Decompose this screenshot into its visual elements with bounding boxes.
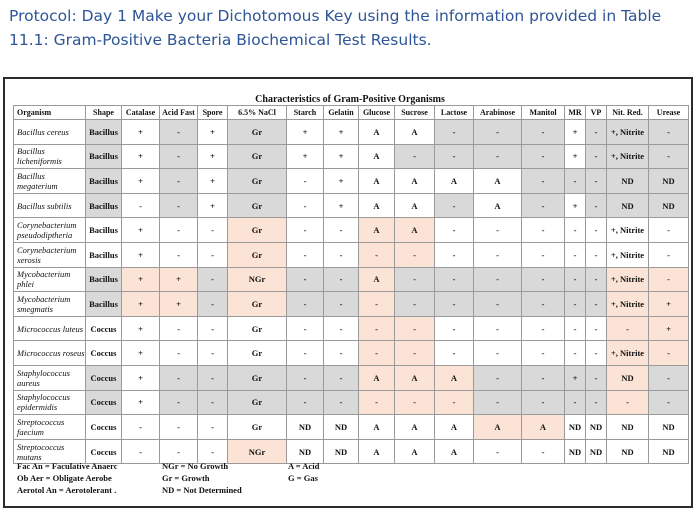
table-cell: - bbox=[287, 193, 324, 218]
table-cell: ND bbox=[649, 439, 689, 464]
header-row bbox=[14, 106, 689, 120]
table-cell: - bbox=[160, 144, 198, 169]
table-cell: - bbox=[287, 365, 324, 390]
col-header-acid-fast: Acid Fast bbox=[160, 106, 198, 120]
table-cell: - bbox=[198, 341, 228, 366]
table-cell: - bbox=[522, 341, 565, 366]
organism-name: Micrococcus luteus bbox=[14, 316, 86, 341]
table-cell: A bbox=[359, 415, 395, 440]
table-cell: - bbox=[474, 390, 522, 415]
table-cell: - bbox=[122, 193, 160, 218]
table-cell: + bbox=[160, 292, 198, 317]
table-cell: Gr bbox=[228, 193, 287, 218]
legend-aerotol-an: Aerotol An = Aerotolerant . bbox=[17, 485, 117, 495]
table-cell: - bbox=[395, 144, 435, 169]
table-cell: A bbox=[395, 218, 435, 243]
table-cell: - bbox=[160, 169, 198, 194]
table-cell: - bbox=[324, 242, 359, 267]
table-cell: - bbox=[586, 365, 607, 390]
table-cell: - bbox=[565, 218, 586, 243]
col-header-urease: Urease bbox=[649, 106, 689, 120]
col-header-sucrose: Sucrose bbox=[395, 106, 435, 120]
table-cell: A bbox=[359, 365, 395, 390]
table-cell: ND bbox=[287, 415, 324, 440]
table-cell: - bbox=[324, 390, 359, 415]
table-cell: - bbox=[359, 316, 395, 341]
table-cell: Gr bbox=[228, 120, 287, 145]
table-cell: - bbox=[474, 242, 522, 267]
table-cell: - bbox=[586, 292, 607, 317]
table-cell: - bbox=[287, 316, 324, 341]
organism-name: Bacillus licheniformis bbox=[14, 144, 86, 169]
col-header-organism: Organism bbox=[14, 106, 86, 120]
table-cell: - bbox=[160, 439, 198, 464]
table-cell: - bbox=[522, 439, 565, 464]
table-cell: + bbox=[122, 292, 160, 317]
organism-name: Streptococcus faecium bbox=[14, 415, 86, 440]
table-cell: - bbox=[395, 341, 435, 366]
legend-atmosphere bbox=[17, 460, 118, 496]
table-cell: - bbox=[287, 390, 324, 415]
table-cell: - bbox=[435, 316, 474, 341]
table-row bbox=[14, 341, 689, 366]
table-cell: - bbox=[586, 242, 607, 267]
table-cell: - bbox=[324, 218, 359, 243]
table-cell: Bacillus bbox=[86, 120, 122, 145]
table-cell: - bbox=[649, 242, 689, 267]
table-cell: NGr bbox=[228, 439, 287, 464]
organism-name: Staphylococcus epidermidis bbox=[14, 390, 86, 415]
col-header-lactose: Lactose bbox=[435, 106, 474, 120]
table-cell: - bbox=[395, 292, 435, 317]
table-cell: + bbox=[122, 316, 160, 341]
table-cell: + bbox=[122, 120, 160, 145]
table-cell: A bbox=[359, 267, 395, 292]
table-cell: Gr bbox=[228, 415, 287, 440]
table-cell: - bbox=[474, 316, 522, 341]
table-cell: - bbox=[435, 144, 474, 169]
table-cell: - bbox=[649, 390, 689, 415]
table-cell: + bbox=[324, 144, 359, 169]
table-cell: + bbox=[565, 120, 586, 145]
table-cell: - bbox=[522, 267, 565, 292]
col-header-gelatin: Gelatin bbox=[324, 106, 359, 120]
table-cell: + bbox=[198, 120, 228, 145]
table-cell: - bbox=[324, 365, 359, 390]
table-cell: - bbox=[122, 415, 160, 440]
table-cell: ND bbox=[607, 415, 649, 440]
table-cell: A bbox=[395, 169, 435, 194]
col-header-mr: MR bbox=[565, 106, 586, 120]
table-cell: ND bbox=[324, 439, 359, 464]
table-cell: A bbox=[395, 193, 435, 218]
table-cell: - bbox=[435, 267, 474, 292]
table-cell: - bbox=[160, 341, 198, 366]
organism-name: Streptococcus mutans bbox=[14, 439, 86, 464]
legend-ngr: NGr = No Growth bbox=[162, 461, 229, 471]
table-cell: - bbox=[586, 193, 607, 218]
table-cell: A bbox=[395, 439, 435, 464]
table-cell: ND bbox=[649, 193, 689, 218]
table-cell: - bbox=[522, 169, 565, 194]
table-cell: - bbox=[435, 242, 474, 267]
table-cell: - bbox=[395, 390, 435, 415]
table-cell: - bbox=[522, 144, 565, 169]
table-cell: + bbox=[122, 144, 160, 169]
table-cell: - bbox=[287, 242, 324, 267]
table-cell: + bbox=[324, 169, 359, 194]
table-cell: Coccus bbox=[86, 415, 122, 440]
table-cell: - bbox=[324, 341, 359, 366]
table-cell: - bbox=[565, 267, 586, 292]
table-cell: + bbox=[122, 341, 160, 366]
table-cell: A bbox=[435, 365, 474, 390]
table-cell: +, Nitrite bbox=[607, 341, 649, 366]
table-cell: A bbox=[359, 144, 395, 169]
table-cell: ND bbox=[649, 169, 689, 194]
table-cell: +, Nitrite bbox=[607, 218, 649, 243]
table-cell: - bbox=[586, 120, 607, 145]
col-header-starch: Starch bbox=[287, 106, 324, 120]
table-row bbox=[14, 390, 689, 415]
table-cell: Bacillus bbox=[86, 218, 122, 243]
table-cell: - bbox=[160, 120, 198, 145]
table-cell: + bbox=[122, 218, 160, 243]
legend-gas: G = Gas bbox=[288, 473, 318, 483]
table-cell: - bbox=[287, 292, 324, 317]
table-cell: + bbox=[324, 120, 359, 145]
table-cell: - bbox=[435, 390, 474, 415]
table-cell: - bbox=[160, 218, 198, 243]
protocol-heading: Protocol: Day 1 Make your Dichotomous Key using the information provided in Table 11.1: Gram-Positive Bacteria Biochemical Test Results. bbox=[9, 7, 662, 49]
table-cell: - bbox=[324, 267, 359, 292]
table-cell: + bbox=[287, 120, 324, 145]
table-cell: ND bbox=[649, 415, 689, 440]
table-row bbox=[14, 144, 689, 169]
table-cell: Gr bbox=[228, 292, 287, 317]
table-cell: - bbox=[198, 218, 228, 243]
table-cell: - bbox=[198, 390, 228, 415]
table-cell: ND bbox=[324, 415, 359, 440]
table-cell: - bbox=[522, 218, 565, 243]
table-cell: A bbox=[435, 439, 474, 464]
table-cell: Gr bbox=[228, 242, 287, 267]
organism-name: Mycobacterium phlei bbox=[14, 267, 86, 292]
table-cell: +, Nitrite bbox=[607, 144, 649, 169]
table-cell: - bbox=[522, 390, 565, 415]
table-cell: A bbox=[435, 169, 474, 194]
table-cell: - bbox=[395, 242, 435, 267]
table-cell: - bbox=[649, 144, 689, 169]
organism-name: Mycobacterium smegmatis bbox=[14, 292, 86, 317]
table-cell: - bbox=[586, 316, 607, 341]
table-cell: - bbox=[395, 267, 435, 292]
table-cell: ND bbox=[565, 439, 586, 464]
table-cell: - bbox=[474, 365, 522, 390]
table-cell: - bbox=[522, 316, 565, 341]
table-cell: - bbox=[198, 292, 228, 317]
table-cell: Coccus bbox=[86, 390, 122, 415]
table-cell: - bbox=[435, 292, 474, 317]
table-caption: Characteristics of Gram-Positive Organisms bbox=[255, 94, 445, 105]
table-cell: - bbox=[522, 193, 565, 218]
table-cell: + bbox=[122, 242, 160, 267]
table-cell: - bbox=[160, 193, 198, 218]
table-cell: - bbox=[522, 242, 565, 267]
col-header-nit-red: Nit. Red. bbox=[607, 106, 649, 120]
table-cell: A bbox=[359, 120, 395, 145]
table-cell: ND bbox=[287, 439, 324, 464]
table-cell: Bacillus bbox=[86, 144, 122, 169]
col-header-catalase: Catalase bbox=[122, 106, 160, 120]
table-cell: - bbox=[435, 120, 474, 145]
table-cell: A bbox=[522, 415, 565, 440]
table-cell: A bbox=[359, 439, 395, 464]
table-cell: + bbox=[198, 144, 228, 169]
table-cell: - bbox=[565, 390, 586, 415]
table-cell: - bbox=[359, 242, 395, 267]
table-cell: A bbox=[474, 193, 522, 218]
table-cell: - bbox=[565, 169, 586, 194]
table-cell: + bbox=[160, 267, 198, 292]
table-cell: - bbox=[607, 390, 649, 415]
table-cell: - bbox=[649, 267, 689, 292]
table-cell: - bbox=[198, 415, 228, 440]
table-cell: - bbox=[586, 218, 607, 243]
table-row bbox=[14, 267, 689, 292]
table-cell: - bbox=[649, 218, 689, 243]
table-cell: - bbox=[474, 292, 522, 317]
table-cell: A bbox=[435, 415, 474, 440]
table-cell: Coccus bbox=[86, 316, 122, 341]
table-row bbox=[14, 242, 689, 267]
table-cell: - bbox=[586, 144, 607, 169]
table-cell: - bbox=[474, 439, 522, 464]
col-header-arabinose: Arabinose bbox=[474, 106, 522, 120]
table-cell: - bbox=[160, 415, 198, 440]
table-cell: + bbox=[122, 365, 160, 390]
table-cell: +, Nitrite bbox=[607, 242, 649, 267]
table-row bbox=[14, 193, 689, 218]
table-cell: - bbox=[522, 120, 565, 145]
organism-name: Micrococcus roseus bbox=[14, 341, 86, 366]
table-cell: Gr bbox=[228, 316, 287, 341]
table-cell: - bbox=[160, 242, 198, 267]
table-cell: - bbox=[522, 365, 565, 390]
table-cell: + bbox=[565, 144, 586, 169]
table-cell: + bbox=[122, 169, 160, 194]
legend-ob-aer: Ob Aer = Obligate Aerobe bbox=[17, 473, 112, 483]
table-cell: Gr bbox=[228, 144, 287, 169]
table-cell: - bbox=[198, 267, 228, 292]
table-cell: Bacillus bbox=[86, 292, 122, 317]
table-cell: ND bbox=[607, 193, 649, 218]
table-cell: +, Nitrite bbox=[607, 267, 649, 292]
legend-fac-an: Fac An = Faculative Anaerc bbox=[17, 461, 118, 471]
table-cell: - bbox=[565, 292, 586, 317]
table-cell: - bbox=[565, 316, 586, 341]
table-cell: - bbox=[359, 390, 395, 415]
table-row bbox=[14, 169, 689, 194]
table-cell: ND bbox=[607, 365, 649, 390]
legend-growth bbox=[162, 460, 242, 496]
table-cell: +, Nitrite bbox=[607, 120, 649, 145]
table-cell: - bbox=[474, 267, 522, 292]
table-cell: - bbox=[435, 341, 474, 366]
table-cell: Gr bbox=[228, 390, 287, 415]
table-cell: - bbox=[649, 341, 689, 366]
table-cell: Bacillus bbox=[86, 242, 122, 267]
table-cell: - bbox=[435, 218, 474, 243]
table-row bbox=[14, 292, 689, 317]
col-header-glucose: Glucose bbox=[359, 106, 395, 120]
table-cell: Bacillus bbox=[86, 267, 122, 292]
table-cell: Coccus bbox=[86, 439, 122, 464]
table-cell: - bbox=[122, 439, 160, 464]
table-cell: - bbox=[359, 292, 395, 317]
organism-name: Corynebacterium xerosis bbox=[14, 242, 86, 267]
table-cell: - bbox=[160, 316, 198, 341]
table-cell: Coccus bbox=[86, 365, 122, 390]
organism-name: Bacillus subtilis bbox=[14, 193, 86, 218]
table-cell: - bbox=[287, 218, 324, 243]
table-cell: - bbox=[586, 267, 607, 292]
table-cell: A bbox=[359, 193, 395, 218]
table-cell: A bbox=[474, 169, 522, 194]
table-cell: + bbox=[198, 193, 228, 218]
table-cell: - bbox=[435, 193, 474, 218]
table-cell: - bbox=[586, 341, 607, 366]
table-cell: + bbox=[565, 193, 586, 218]
table-cell: - bbox=[395, 316, 435, 341]
table-cell: Gr bbox=[228, 169, 287, 194]
table-cell: - bbox=[565, 341, 586, 366]
col-header-manitol: Manitol bbox=[522, 106, 565, 120]
table-cell: ND bbox=[586, 439, 607, 464]
table-cell: - bbox=[565, 242, 586, 267]
table-cell: Bacillus bbox=[86, 193, 122, 218]
table-cell: A bbox=[395, 415, 435, 440]
table-cell: + bbox=[649, 316, 689, 341]
col-header-nacl: 6.5% NaCl bbox=[228, 106, 287, 120]
table-cell: ND bbox=[586, 415, 607, 440]
table-cell: - bbox=[160, 390, 198, 415]
table-row bbox=[14, 316, 689, 341]
table-cell: - bbox=[198, 316, 228, 341]
table-cell: A bbox=[395, 365, 435, 390]
table-cell: + bbox=[287, 144, 324, 169]
characteristics-table bbox=[13, 105, 689, 464]
table-cell: + bbox=[649, 292, 689, 317]
table-cell: - bbox=[474, 218, 522, 243]
table-cell: + bbox=[324, 193, 359, 218]
table-cell: Gr bbox=[228, 341, 287, 366]
table-cell: - bbox=[522, 292, 565, 317]
table-cell: - bbox=[586, 390, 607, 415]
legend-nd: ND = Not Determined bbox=[162, 485, 242, 495]
organism-name: Bacillus cereus bbox=[14, 120, 86, 145]
table-row bbox=[14, 415, 689, 440]
table-cell: ND bbox=[607, 439, 649, 464]
table-cell: A bbox=[359, 169, 395, 194]
table-cell: - bbox=[649, 365, 689, 390]
table-cell: - bbox=[198, 242, 228, 267]
table-cell: NGr bbox=[228, 267, 287, 292]
table-cell: ND bbox=[565, 415, 586, 440]
table-cell: - bbox=[474, 341, 522, 366]
table-row bbox=[14, 218, 689, 243]
organism-name: Bacillus megaterium bbox=[14, 169, 86, 194]
col-header-vp: VP bbox=[586, 106, 607, 120]
table-cell: ND bbox=[607, 169, 649, 194]
table-cell: - bbox=[287, 267, 324, 292]
table-cell: - bbox=[324, 292, 359, 317]
table-cell: Coccus bbox=[86, 341, 122, 366]
col-header-shape: Shape bbox=[86, 106, 122, 120]
table-cell: - bbox=[607, 316, 649, 341]
table-cell: + bbox=[122, 390, 160, 415]
legend-acid: A = Acid bbox=[288, 461, 320, 471]
table-cell: - bbox=[474, 144, 522, 169]
table-row bbox=[14, 365, 689, 390]
table-cell: - bbox=[287, 169, 324, 194]
table-cell: - bbox=[198, 365, 228, 390]
table-cell: A bbox=[395, 120, 435, 145]
table-cell: + bbox=[198, 169, 228, 194]
table-cell: Gr bbox=[228, 218, 287, 243]
organism-name: Corynebacterium pseudodiptheria bbox=[14, 218, 86, 243]
table-cell: - bbox=[287, 341, 324, 366]
legend-acid-gas bbox=[288, 460, 319, 484]
table-cell: - bbox=[198, 439, 228, 464]
table-cell: A bbox=[359, 218, 395, 243]
table-cell: - bbox=[359, 341, 395, 366]
table-cell: - bbox=[474, 120, 522, 145]
table-row bbox=[14, 120, 689, 145]
table-cell: - bbox=[324, 316, 359, 341]
col-header-spore: Spore bbox=[198, 106, 228, 120]
organism-name: Staphylococcus aureus bbox=[14, 365, 86, 390]
legend-gr: Gr = Growth bbox=[162, 473, 210, 483]
table-cell: A bbox=[474, 415, 522, 440]
table-cell: - bbox=[160, 365, 198, 390]
table-cell: + bbox=[565, 365, 586, 390]
table-cell: - bbox=[586, 169, 607, 194]
table-cell: + bbox=[122, 267, 160, 292]
table-cell: Gr bbox=[228, 365, 287, 390]
table-cell: Bacillus bbox=[86, 169, 122, 194]
table-cell: - bbox=[649, 120, 689, 145]
table-cell: +, Nitrite bbox=[607, 292, 649, 317]
